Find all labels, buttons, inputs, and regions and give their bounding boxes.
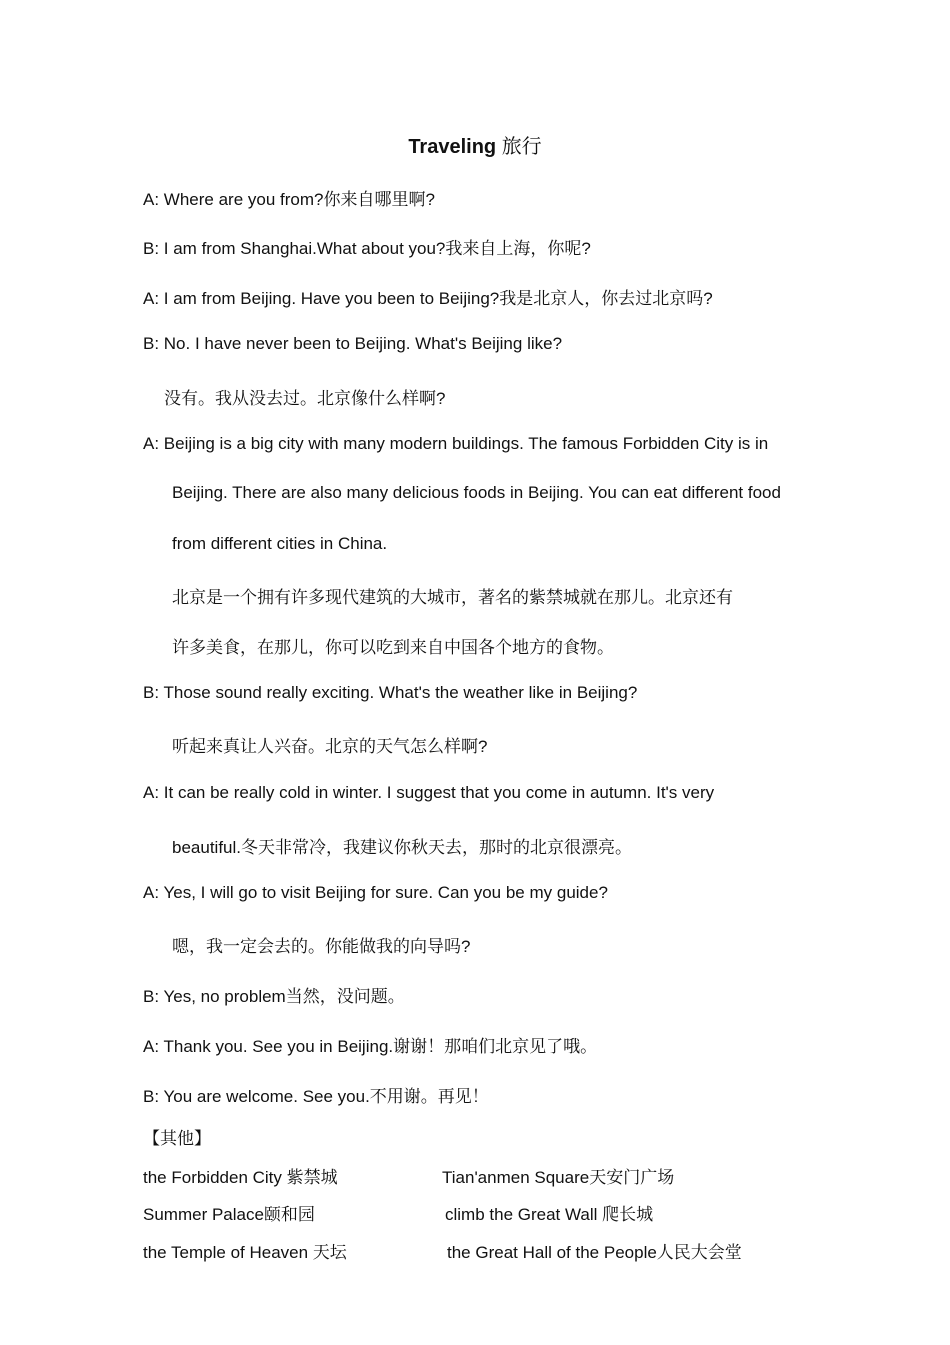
dialogue-line: 北京是一个拥有许多现代建筑的大城市，著名的紫禁城就在那儿。北京还有 — [172, 588, 733, 607]
dialogue-line: B: Those sound really exciting. What's the weather like in Beijing? — [143, 683, 638, 702]
dialogue-line: A: It can be really cold in winter. I suggest that you come in autumn. It's very — [143, 783, 715, 802]
vocab-item: Tian'anmen Square天安门广场 — [442, 1168, 675, 1187]
vocab-item: the Forbidden City 紫禁城 — [143, 1168, 338, 1187]
dialogue-line: 嗯，我一定会去的。你能做我的向导吗? — [172, 937, 471, 956]
dialogue-line: A: Thank you. See you in Beijing.谢谢！那咱们北京见了哦。 — [143, 1037, 598, 1056]
dialogue-line: 没有。我从没去过。北京像什么样啊? — [164, 389, 446, 408]
dialogue-line: 许多美食，在那儿，你可以吃到来自中国各个地方的食物。 — [172, 638, 614, 657]
dialogue-line: A: Beijing is a big city with many modern buildings. The famous Forbidden City is in — [143, 434, 769, 453]
vocab-item: Summer Palace颐和园 — [143, 1205, 315, 1224]
dialogue-line: from different cities in China. — [172, 534, 388, 553]
vocab-item: the Great Hall of the People人民大会堂 — [447, 1243, 742, 1262]
others-heading: 【其他】 — [143, 1129, 211, 1148]
dialogue-line: beautiful.冬天非常冷，我建议你秋天去，那时的北京很漂亮。 — [172, 838, 632, 857]
dialogue-line: B: No. I have never been to Beijing. What's Beijing like? — [143, 334, 563, 353]
dialogue-line: 听起来真让人兴奋。北京的天气怎么样啊? — [172, 737, 488, 756]
vocab-item: the Temple of Heaven 天坛 — [143, 1243, 347, 1262]
vocab-item: climb the Great Wall 爬长城 — [445, 1205, 654, 1224]
page-title — [0, 130, 950, 159]
dialogue-line: B: You are welcome. See you.不用谢。再见！ — [143, 1087, 489, 1106]
dialogue-line: Beijing. There are also many delicious foods in Beijing. You can eat different food — [172, 483, 781, 502]
dialogue-line: B: I am from Shanghai.What about you?我来自上海，你呢? — [143, 239, 591, 258]
title-english: Traveling — [408, 136, 497, 158]
dialogue-line: B: Yes, no problem当然，没问题。 — [143, 987, 405, 1006]
dialogue-line: A: Where are you from?你来自哪里啊? — [143, 190, 435, 209]
dialogue-line: A: I am from Beijing. Have you been to Beijing?我是北京人，你去过北京吗? — [143, 289, 713, 308]
dialogue-line: A: Yes, I will go to visit Beijing for sure. Can you be my guide? — [143, 883, 608, 902]
title-chinese: 旅行 — [501, 136, 542, 158]
